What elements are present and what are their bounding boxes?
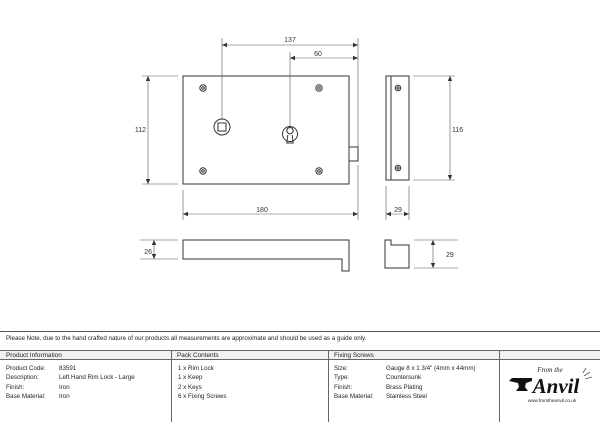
row-label: Product Code: [6, 365, 46, 372]
pack-contents-list [178, 364, 226, 401]
from-the-anvil-logo [506, 362, 594, 418]
fixing-screws-row [334, 364, 476, 373]
brand-header-cell [499, 350, 600, 360]
product-info-header: Product Information [0, 350, 171, 360]
row-label: Size: [334, 365, 348, 372]
product-info-list [6, 364, 135, 401]
fixing-screws-row [334, 373, 476, 382]
row-label: Base Material: [6, 392, 46, 400]
fixing-screws-list [334, 364, 476, 401]
dim-112: 112 [134, 127, 146, 134]
pack-contents-header: Pack Contents [171, 350, 328, 360]
product-info-row [6, 383, 135, 392]
row-label: Base Material: [334, 392, 374, 400]
brand-url: www.fromtheanvil.co.uk [527, 398, 577, 403]
dim-180: 180 [256, 207, 268, 214]
column-divider [499, 350, 500, 422]
row-value: Iron [59, 392, 70, 400]
fixing-screws-row [334, 392, 476, 401]
row-label: Finish: [334, 383, 353, 391]
product-info-row [6, 373, 135, 382]
dim-29-side: 29 [394, 207, 402, 214]
list-item: 2 x Keys [178, 383, 202, 391]
row-value: Countersunk [386, 374, 422, 382]
dim-29-keep: 29 [446, 252, 454, 259]
row-value: Left Hand Rim Lock - Large [59, 374, 135, 382]
disclaimer-note: Please Note, due to the hand crafted nature of our products all measurements are approximate and should be used as a guide only. [6, 335, 367, 342]
lock-front-view [183, 76, 358, 184]
keep-front-view [183, 240, 349, 271]
row-value: Gauge 8 x 1 3/4" (4mm x 44mm) [386, 365, 476, 372]
row-value: 83591 [59, 365, 77, 372]
fixing-screws-header: Fixing Screws [328, 350, 499, 360]
keep-side-view [385, 240, 409, 268]
column-divider [328, 350, 329, 422]
latch-bolt [349, 147, 358, 161]
row-label: Finish: [6, 383, 25, 391]
row-label: Description: [6, 374, 39, 382]
fixing-screws-row [334, 383, 476, 392]
brand-tagline: From the [537, 366, 563, 374]
anvil-icon [509, 378, 532, 391]
dim-137: 137 [284, 37, 296, 44]
row-value: Brass Plating [386, 383, 423, 391]
list-item: 1 x Rim Lock [178, 365, 214, 372]
row-value: Stainless Steel [386, 392, 427, 400]
row-label: Type: [334, 374, 350, 382]
dim-26: 26 [144, 249, 152, 256]
dim-60: 60 [314, 51, 322, 58]
list-item: 1 x Keep [178, 374, 203, 382]
lock-side-view [386, 76, 409, 180]
row-value: Iron [59, 383, 70, 391]
brand-name: Anvil [532, 374, 580, 398]
list-item: 6 x Fixing Screws [178, 392, 227, 400]
spark-icon [583, 368, 592, 379]
product-info-row [6, 364, 135, 373]
product-info-row [6, 392, 135, 401]
column-divider [171, 350, 172, 422]
dim-116: 116 [452, 127, 464, 134]
